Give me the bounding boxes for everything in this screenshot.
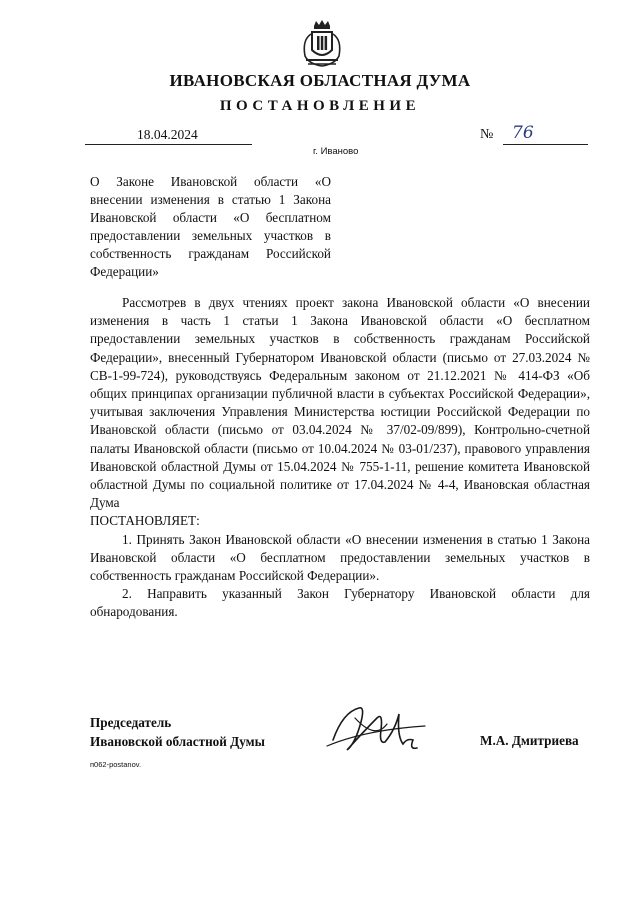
file-reference: п062-postanov. bbox=[90, 760, 142, 769]
preamble-paragraph: Рассмотрев в двух чтениях проект закона Ивановской области «О внесении изменения в часть 1 статьи 1 Закона Ивановской области «О бесплатном предоставлении земельных участков в собственность гражданам Российской Федерации», внесенный Губернатором Ивановской области (письмо от 27.03.2024 № СВ-1-99-724), руководствуясь Федеральным законом от 21.12.2021 № 414-ФЗ «Об общих принципах организации публичной власти в субъектах Российской Федерации», учитывая заключения Управления Министерства юстиции Российской Федерации по Ивановской области (письмо от 03.04.2024 № 37/02-09/899), Контрольно-счетной палаты Ивановской области (письмо от 10.04.2024 № 03-01/237), правового управления Ивановской областной Думы от 15.04.2024 № 755-1-11, решение комитета Ивановской областной Думы по социальной политике от 17.04.2024 № 4-4, Ивановская областная Дума bbox=[90, 295, 590, 511]
date-line bbox=[85, 126, 252, 145]
resolves-heading: ПОСТАНОВЛЯЕТ: bbox=[90, 513, 200, 529]
document-number: 76 bbox=[512, 123, 534, 143]
organization-name: ИВАНОВСКАЯ ОБЛАСТНАЯ ДУМА bbox=[169, 71, 471, 90]
resolution-item-2: 2. Направить указанный Закон Губернатору Ивановской области для обнародования. bbox=[90, 586, 590, 620]
handwritten-signature-icon bbox=[325, 700, 435, 760]
signatory-title-line-1: Председатель bbox=[90, 715, 172, 730]
document-body bbox=[90, 294, 590, 622]
signatory-title bbox=[90, 714, 265, 751]
resolution-item-1: 1. Принять Закон Ивановской области «О внесении изменения в статью 1 Закона Ивановской области «О бесплатном предоставлении земельных участков в собственность гражданам Российской Федерации». bbox=[90, 531, 590, 584]
signatory-title-line-2: Ивановской областной Думы bbox=[90, 733, 265, 749]
signer-name: М.А. Дмитриева bbox=[480, 733, 579, 748]
document-type: ПОСТАНОВЛЕНИЕ bbox=[219, 98, 421, 114]
document-subject: О Законе Ивановской области «О внесении изменения в статью 1 Закона Ивановской области «О бесплатном предоставлении земельных участков в собственность гражданам Российской Федерации» bbox=[90, 174, 331, 279]
number-line bbox=[503, 123, 588, 145]
coat-of-arms-icon bbox=[300, 20, 344, 68]
city: г. Иваново bbox=[313, 146, 359, 157]
document-date: 18.04.2024 bbox=[137, 127, 198, 142]
number-label: № bbox=[480, 127, 494, 142]
